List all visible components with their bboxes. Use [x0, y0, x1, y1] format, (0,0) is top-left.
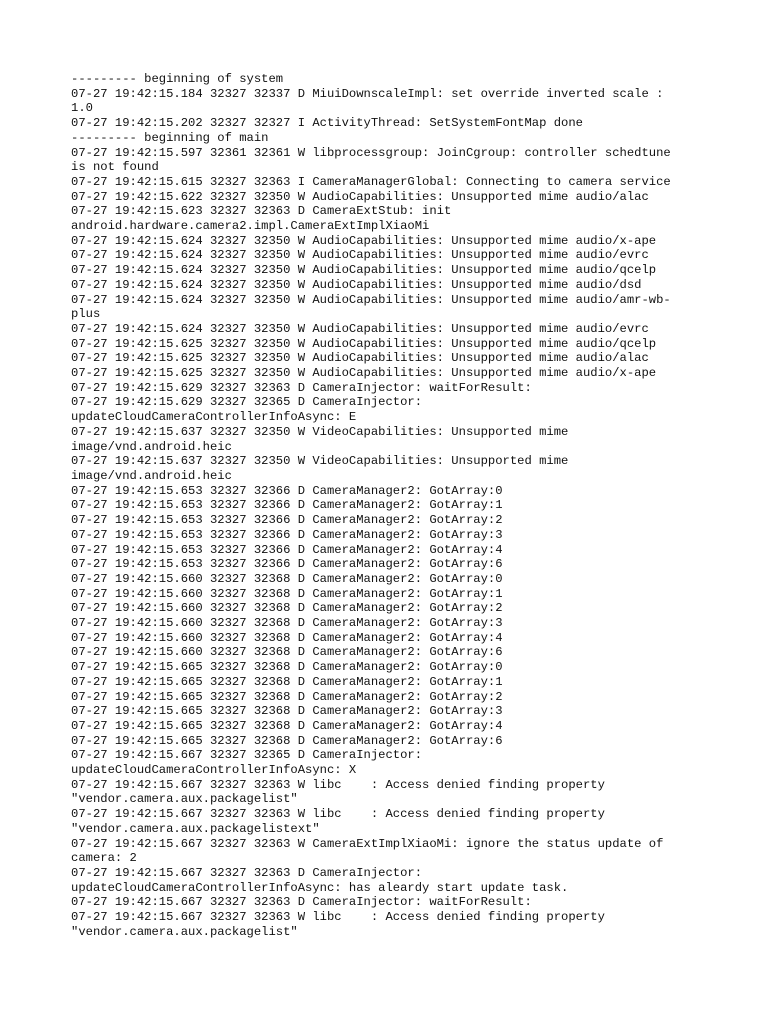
log-line: --------- beginning of main — [71, 130, 269, 145]
log-line: 07-27 19:42:15.665 32327 32368 D CameraManager2: GotArray:0 — [71, 660, 503, 675]
log-line: plus — [71, 307, 101, 322]
log-line: 07-27 19:42:15.665 32327 32368 D CameraManager2: GotArray:1 — [71, 674, 503, 689]
log-document — [71, 72, 721, 939]
log-line: is not found — [71, 160, 159, 175]
log-line: 07-27 19:42:15.660 32327 32368 D CameraManager2: GotArray:6 — [71, 645, 503, 660]
log-line: 07-27 19:42:15.667 32327 32365 D CameraInjector: — [71, 748, 423, 763]
log-line: 07-27 19:42:15.624 32327 32350 W AudioCapabilities: Unsupported mime audio/evrc — [71, 321, 649, 336]
log-line: 07-27 19:42:15.597 32361 32361 W libprocessgroup: JoinCgroup: controller schedtune — [71, 145, 671, 160]
log-line: 07-27 19:42:15.624 32327 32350 W AudioCapabilities: Unsupported mime audio/dsd — [71, 277, 642, 292]
log-line: 07-27 19:42:15.665 32327 32368 D CameraManager2: GotArray:2 — [71, 689, 503, 704]
log-line: 07-27 19:42:15.660 32327 32368 D CameraManager2: GotArray:1 — [71, 586, 503, 601]
log-line: 07-27 19:42:15.202 32327 32327 I ActivityThread: SetSystemFontMap done — [71, 116, 583, 131]
log-line: 07-27 19:42:15.667 32327 32363 W libc : Access denied finding property — [71, 777, 605, 792]
log-line: "vendor.camera.aux.packagelistext" — [71, 821, 320, 836]
log-line: 07-27 19:42:15.660 32327 32368 D CameraManager2: GotArray:2 — [71, 601, 503, 616]
log-line: 07-27 19:42:15.667 32327 32363 D CameraInjector: — [71, 865, 423, 880]
log-line: 07-27 19:42:15.653 32327 32366 D CameraManager2: GotArray:2 — [71, 513, 503, 528]
log-line: 07-27 19:42:15.660 32327 32368 D CameraManager2: GotArray:4 — [71, 630, 503, 645]
log-line: 07-27 19:42:15.629 32327 32365 D CameraInjector: — [71, 395, 423, 410]
log-line: 07-27 19:42:15.660 32327 32368 D CameraManager2: GotArray:3 — [71, 616, 503, 631]
log-line: 07-27 19:42:15.667 32327 32363 W CameraExtImplXiaoMi: ignore the status update of — [71, 836, 664, 851]
log-line: 07-27 19:42:15.667 32327 32363 W libc : Access denied finding property — [71, 807, 605, 822]
log-line: image/vnd.android.heic — [71, 468, 232, 483]
log-line: 07-27 19:42:15.653 32327 32366 D CameraManager2: GotArray:6 — [71, 557, 503, 572]
log-line: 07-27 19:42:15.637 32327 32350 W VideoCapabilities: Unsupported mime — [71, 454, 569, 469]
log-line: camera: 2 — [71, 851, 137, 866]
log-line: "vendor.camera.aux.packagelist" — [71, 792, 298, 807]
log-line: 07-27 19:42:15.625 32327 32350 W AudioCapabilities: Unsupported mime audio/qcelp — [71, 336, 657, 351]
log-line: 07-27 19:42:15.623 32327 32363 D CameraExtStub: init — [71, 204, 452, 219]
log-line: android.hardware.camera2.impl.CameraExtImplXiaoMi — [71, 219, 430, 234]
log-line: image/vnd.android.heic — [71, 439, 232, 454]
log-line: 07-27 19:42:15.184 32327 32337 D MiuiDownscaleImpl: set override inverted scale : — [71, 86, 664, 101]
log-line: 07-27 19:42:15.615 32327 32363 I CameraManagerGlobal: Connecting to camera service — [71, 174, 671, 189]
log-line: 07-27 19:42:15.624 32327 32350 W AudioCapabilities: Unsupported mime audio/qcelp — [71, 263, 657, 278]
log-line: 07-27 19:42:15.624 32327 32350 W AudioCapabilities: Unsupported mime audio/x-ape — [71, 233, 657, 248]
log-line: updateCloudCameraControllerInfoAsync: E — [71, 410, 357, 425]
log-line: updateCloudCameraControllerInfoAsync: has aleardy start update task. — [71, 880, 569, 895]
log-line: 07-27 19:42:15.625 32327 32350 W AudioCapabilities: Unsupported mime audio/x-ape — [71, 366, 657, 381]
log-line: 07-27 19:42:15.653 32327 32366 D CameraManager2: GotArray:1 — [71, 498, 503, 513]
log-line: 07-27 19:42:15.622 32327 32350 W AudioCapabilities: Unsupported mime audio/alac — [71, 189, 649, 204]
log-line: 07-27 19:42:15.624 32327 32350 W AudioCapabilities: Unsupported mime audio/amr-wb- — [71, 292, 671, 307]
log-line: 07-27 19:42:15.667 32327 32363 W libc : Access denied finding property — [71, 910, 605, 925]
log-line: 07-27 19:42:15.653 32327 32366 D CameraManager2: GotArray:4 — [71, 542, 503, 557]
log-line: 1.0 — [71, 101, 93, 116]
log-line: --------- beginning of system — [71, 72, 284, 86]
log-line: 07-27 19:42:15.624 32327 32350 W AudioCapabilities: Unsupported mime audio/evrc — [71, 248, 649, 263]
log-line: 07-27 19:42:15.629 32327 32363 D CameraInjector: waitForResult: — [71, 380, 532, 395]
log-line: 07-27 19:42:15.665 32327 32368 D CameraManager2: GotArray:3 — [71, 704, 503, 719]
log-line: 07-27 19:42:15.653 32327 32366 D CameraManager2: GotArray:0 — [71, 483, 503, 498]
log-line: "vendor.camera.aux.packagelist" — [71, 924, 298, 939]
log-line: 07-27 19:42:15.660 32327 32368 D CameraManager2: GotArray:0 — [71, 571, 503, 586]
log-line: 07-27 19:42:15.637 32327 32350 W VideoCapabilities: Unsupported mime — [71, 424, 569, 439]
log-line: 07-27 19:42:15.665 32327 32368 D CameraManager2: GotArray:4 — [71, 718, 503, 733]
log-line: 07-27 19:42:15.667 32327 32363 D CameraInjector: waitForResult: — [71, 895, 532, 910]
log-line: 07-27 19:42:15.665 32327 32368 D CameraManager2: GotArray:6 — [71, 733, 503, 748]
log-line: 07-27 19:42:15.653 32327 32366 D CameraManager2: GotArray:3 — [71, 527, 503, 542]
log-line: 07-27 19:42:15.625 32327 32350 W AudioCapabilities: Unsupported mime audio/alac — [71, 351, 649, 366]
log-line: updateCloudCameraControllerInfoAsync: X — [71, 763, 357, 778]
